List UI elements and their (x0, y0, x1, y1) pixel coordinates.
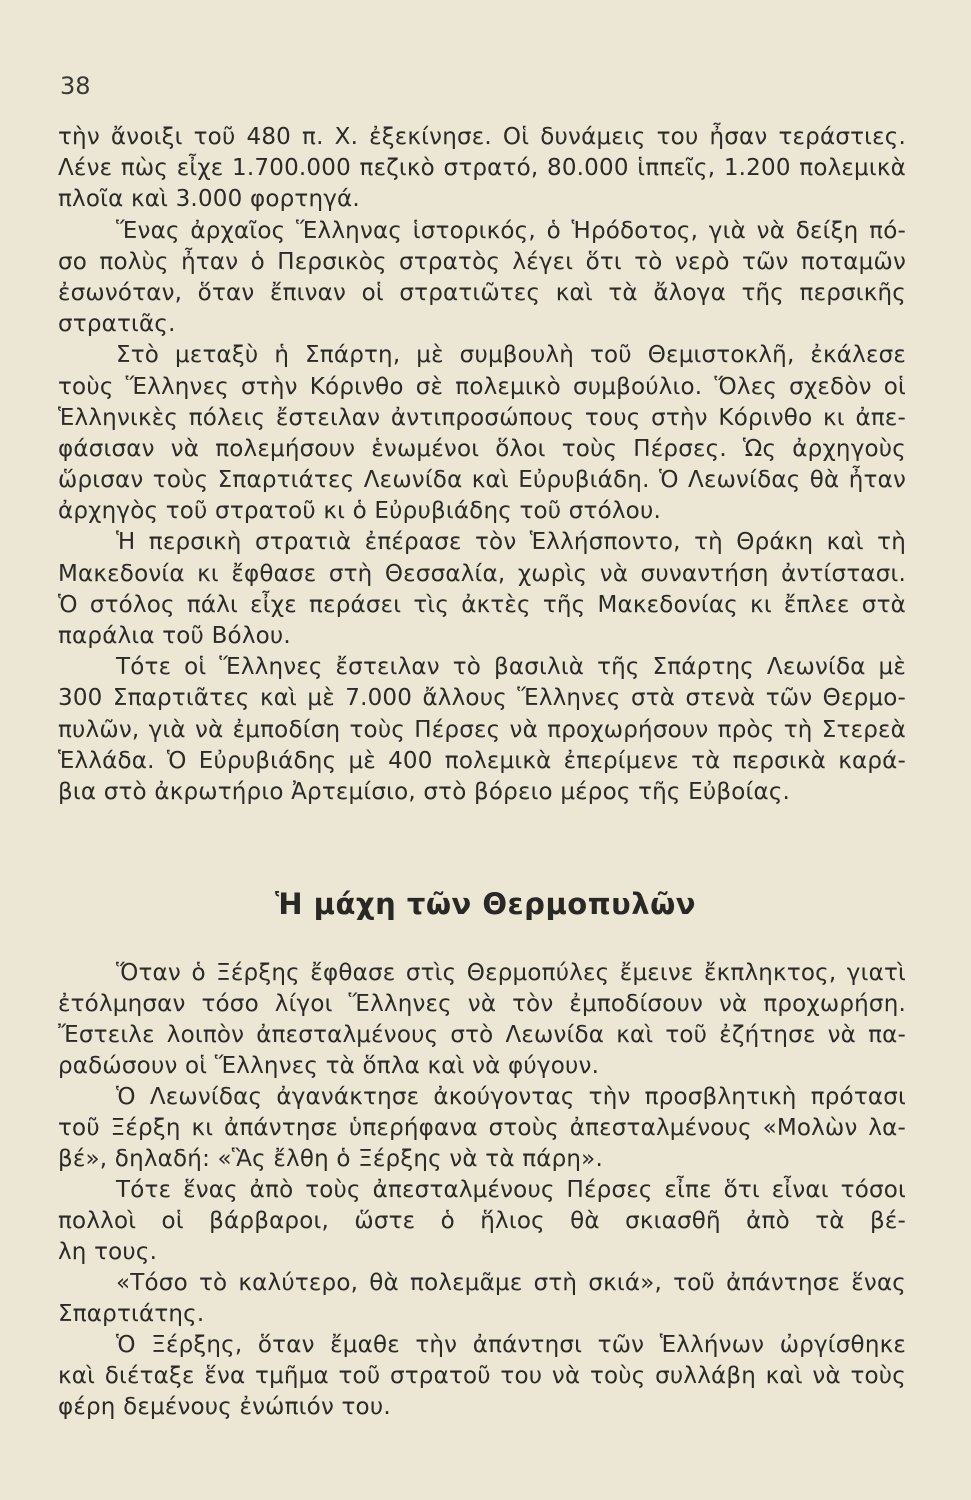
page-number: 38 (60, 72, 91, 100)
text-line: φέρη δεμένους ἐνώπιόν του. (58, 1394, 391, 1420)
text-line: ἐτόλμησαν τόσο λίγοι Ἕλληνες νὰ τὸν ἐμποδίσουν νὰ προχωρήση. (58, 991, 906, 1017)
text-line: ραδώσουν οἱ Ἕλληνες τὰ ὅπλα καὶ νὰ φύγουν. (58, 1053, 600, 1079)
text-line: πολλοὶ οἱ βάρβαροι, ὥστε ὁ ἥλιος θὰ σκιασθῆ ἀπὸ τὰ βέ- (58, 1208, 906, 1234)
text-line: βια στὸ ἀκρωτήριο Ἀρτεμίσιο, στὸ βόρειο μέρος τῆς Εὐβοίας. (58, 778, 791, 805)
text-line: Ἕνας ἀρχαῖος Ἕλληνας ἱστορικός, ὁ Ἡρόδοτος, γιὰ νὰ δείξη πό- (116, 217, 906, 244)
text-line: Ἔστειλε λοιπὸν ἀπεσταλμένους στὸ Λεωνίδα καὶ τοῦ ἐζήτησε νὰ πα- (58, 1022, 906, 1048)
text-line: πλοῖα καὶ 3.000 φορτηγά. (58, 186, 360, 213)
text-line: λη τους. (58, 1239, 158, 1265)
section-heading: Ἡ μάχη τῶν Θερμοπυλῶν (274, 887, 697, 921)
text-line: Ὅταν ὁ Ξέρξης ἔφθασε στὶς Θερμοπύλες ἔμεινε ἔκπληκτος, γιατὶ (116, 960, 906, 986)
text-line: Στὸ μεταξὺ ἡ Σπάρτη, μὲ συμβουλὴ τοῦ Θεμιστοκλῆ, ἐκάλεσε (116, 342, 906, 369)
section-1-text (58, 122, 906, 808)
text-line: πυλῶν, γιὰ νὰ ἐμποδίση τοὺς Πέρσες νὰ προχωρήσουν πρὸς τὴ Στερεὰ (58, 716, 906, 743)
text-line: Ὁ Ξέρξης, ὅταν ἔμαθε τὴν ἀπάντησι τῶν Ἑλλήνων ὠργίσθηκε (116, 1332, 906, 1358)
text-line: φάσισαν νὰ πολεμήσουν ἑνωμένοι ὅλοι τοὺς Πέρσες. Ὡς ἀρχηγοὺς (58, 435, 906, 462)
text-line: παράλια τοῦ Βόλου. (58, 623, 291, 649)
text-line: Τότε ἕνας ἀπὸ τοὺς ἀπεσταλμένους Πέρσες εἶπε ὅτι εἶναι τόσοι (116, 1177, 906, 1203)
text-line: τοῦ Ξέρξη κι ἀπάντησε ὑπερήφανα στοὺς ἀπεσταλμένους «Μολὼν λα- (58, 1115, 906, 1141)
text-line: ὥρισαν τοὺς Σπαρτιάτες Λεωνίδα καὶ Εὐρυβιάδη. Ὁ Λεωνίδας θὰ ἦταν (58, 467, 906, 494)
text-line: καὶ διέταξε ἕνα τμῆμα τοῦ στρατοῦ του νὰ τοὺς συλλάβη καὶ νὰ τοὺς (58, 1363, 906, 1389)
text-line: «Τόσο τὸ καλύτερο, θὰ πολεμᾶμε στὴ σκιά», τοῦ ἀπάντησε ἕνας (116, 1270, 906, 1296)
text-line: ἀρχηγὸς τοῦ στρατοῦ κι ὁ Εὐρυβιάδης τοῦ στόλου. (58, 498, 661, 525)
text-line: σο πολὺς ἦταν ὁ Περσικὸς στρατὸς λέγει ὅτι τὸ νερὸ τῶν ποταμῶν (58, 248, 906, 275)
text-line: Λένε πὼς εἶχε 1.700.000 πεζικὸ στρατό, 80.000 ἱππεῖς, 1.200 πολεμικὰ (58, 155, 906, 182)
text-line: Τότε οἱ Ἕλληνες ἔστειλαν τὸ βασιλιὰ τῆς Σπάρτης Λεωνίδα μὲ (116, 654, 906, 681)
text-line: Μακεδονία κι ἔφθασε στὴ Θεσσαλία, χωρὶς νὰ συναντήση ἀντίστασι. (58, 560, 906, 587)
text-line: Σπαρτιάτης. (58, 1301, 205, 1327)
text-line: ἐσωνόταν, ὅταν ἔπιναν οἱ στρατιῶτες καὶ τὰ ἄλογα τῆς περσικῆς (58, 279, 906, 306)
text-line: τὴν ἄνοιξι τοῦ 480 π. Χ. ἐξεκίνησε. Οἱ δυνάμεις του ἦσαν τεράστιες. (58, 124, 906, 150)
text-line: τοὺς Ἕλληνες στὴν Κόρινθο σὲ πολεμικὸ συμβούλιο. Ὅλες σχεδὸν οἱ (58, 373, 906, 400)
text-line: Ἡ περσικὴ στρατιὰ ἐπέρασε τὸν Ἑλλήσποντο, τὴ Θράκη καὶ τὴ (116, 529, 906, 556)
text-line: βέ», δηλαδή: «Ἃς ἔλθη ὁ Ξέρξης νὰ τὰ πάρη». (58, 1146, 603, 1172)
text-line: Ὁ στόλος πάλι εἶχε περάσει τὶς ἀκτὲς τῆς Μακεδονίας κι ἔπλεε στὰ (58, 591, 906, 618)
text-line: Ἑλλάδα. Ὁ Εὐρυβιάδης μὲ 400 πολεμικὰ ἐπερίμενε τὰ περσικὰ καρά- (58, 747, 906, 774)
text-line: Ἑλληνικὲς πόλεις ἔστειλαν ἀντιπροσώπους τους στὴν Κόρινθο κι ἀπε- (58, 404, 906, 431)
text-line: στρατιᾶς. (58, 311, 176, 338)
section-2-text (58, 958, 906, 1423)
text-line: 300 Σπαρτιᾶτες καὶ μὲ 7.000 ἄλλους Ἕλληνες στὰ στενὰ τῶν Θερμο- (58, 685, 906, 712)
text-line: Ὁ Λεωνίδας ἀγανάκτησε ἀκούγοντας τὴν προσβλητικὴ πρότασι (116, 1084, 906, 1110)
